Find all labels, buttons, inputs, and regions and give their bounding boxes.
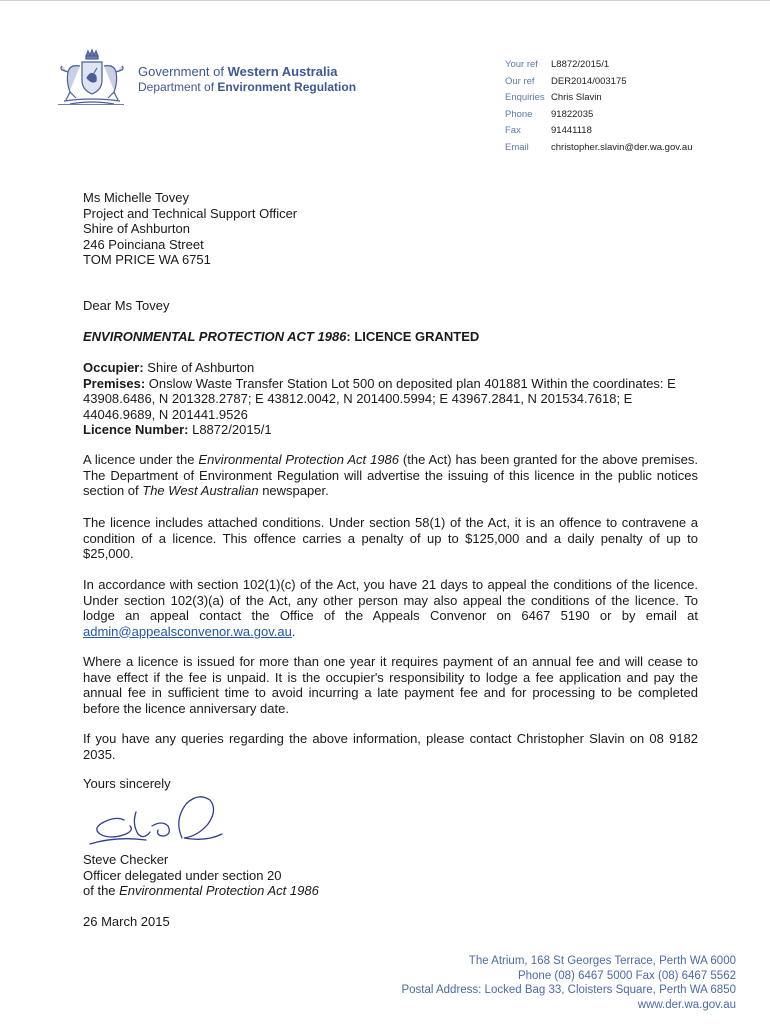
ref-row-fax: Fax 91441118 bbox=[505, 125, 592, 137]
ref-row-your-ref: Your ref L8872/2015/1 bbox=[505, 59, 610, 70]
address-line: Shire of Ashburton bbox=[83, 221, 190, 236]
closing: Yours sincerely bbox=[83, 776, 171, 791]
footer-website-link[interactable]: www.der.wa.gov.au bbox=[637, 998, 736, 1011]
licence-details bbox=[83, 360, 698, 438]
premises-line: Premises: Onslow Waste Transfer Station Lot 500 on deposited plan 401881 Within the coordinates: E 43908.6486, N 201328.2787; E 43812.0042, N 201400.5994; E 43967.2841, N 201534.7618; E 44046.9689, N 201441.9526 bbox=[83, 375, 676, 422]
footer-postal-address: Postal Address: Locked Bag 33, Cloisters Square, Perth WA 6850 bbox=[401, 984, 736, 997]
contact-email-link[interactable]: christopher.slavin@der.wa.gov.au bbox=[551, 141, 693, 153]
department-name: Department of Environment Regulation bbox=[138, 80, 357, 94]
paragraph-queries: If you have any queries regarding the above information, please contact Christopher Slavin on 08 9182 2035. bbox=[83, 731, 698, 762]
signatory-title: Officer delegated under section 20 bbox=[83, 867, 282, 883]
ref-row-email: Email christopher.slavin@der.wa.gov.au bbox=[505, 141, 693, 153]
appeals-email-link[interactable]: admin@appealsconvenor.wa.gov.au bbox=[83, 623, 292, 639]
letter-date: 26 March 2015 bbox=[83, 914, 170, 929]
recipient-address bbox=[83, 190, 297, 268]
government-name: Government of Western Australia bbox=[138, 64, 338, 79]
paragraph-annual-fee: Where a licence is issued for more than one year it requires payment of an annual fee and will cease to have effect if the fee is unpaid. It is the occupier's responsibility to lodge a fee application and pay the annual fee in sufficient time to avoid incurring a late payment fee and for processing to be completed before the licence anniversary date. bbox=[83, 654, 698, 716]
paragraph-licence-granted: A licence under the Environmental Protection Act 1986 (the Act) has been granted for the above premises. The Department of Environment Regulation will advertise the issuing of this licence in the public notices section of The West Australian newspaper. bbox=[83, 452, 698, 498]
signatory-name: Steve Checker bbox=[83, 852, 169, 867]
salutation: Dear Ms Tovey bbox=[83, 298, 170, 313]
paragraph-appeal: In accordance with section 102(1)(c) of the Act, you have 21 days to appeal the conditions of the licence. Under section 102(3)(a) of the Act, any other person may also appeal the conditions of the licence. To lodge an appeal contact the Office of the Appeals Convenor on 6467 5190 or by email at admin@appealsconvenor.wa.gov.au. bbox=[83, 577, 698, 639]
footer-address-block bbox=[401, 954, 736, 1012]
wa-coat-of-arms-icon bbox=[56, 48, 128, 106]
signatory-block bbox=[83, 852, 319, 899]
footer-street-address: The Atrium, 168 St Georges Terrace, Perth WA 6000 bbox=[468, 955, 736, 967]
page-top-border bbox=[0, 0, 770, 1]
paragraph-conditions: The licence includes attached conditions. Under section 58(1) of the Act, it is an offence to contravene a condition of a licence. This offence carries a penalty of up to $125,000 and a daily penalty of up to $25,000. bbox=[83, 515, 698, 561]
address-line: Project and Technical Support Officer bbox=[83, 205, 298, 221]
occupier-line: Occupier: Shire of Ashburton bbox=[83, 360, 255, 375]
address-line: TOM PRICE WA 6751 bbox=[83, 252, 211, 267]
reference-block bbox=[505, 57, 693, 157]
footer-phone-fax: Phone (08) 6467 5000 Fax (08) 6467 5562 bbox=[517, 969, 736, 982]
address-line: Ms Michelle Tovey bbox=[83, 190, 189, 205]
crest-divider bbox=[58, 104, 124, 105]
licence-number-line: Licence Number: L8872/2015/1 bbox=[83, 422, 272, 437]
ref-row-enquiries: Enquiries Chris Slavin bbox=[505, 92, 602, 104]
address-line: 246 Poinciana Street bbox=[83, 236, 204, 252]
signatory-act-line: of the Environmental Protection Act 1986 bbox=[83, 883, 319, 898]
subject-heading: ENVIRONMENTAL PROTECTION ACT 1986: LICENCE GRANTED bbox=[83, 329, 480, 344]
ref-row-phone: Phone 91822035 bbox=[505, 108, 594, 120]
handwritten-signature bbox=[86, 790, 226, 848]
ref-row-our-ref: Our ref DER2014/003175 bbox=[505, 75, 627, 87]
